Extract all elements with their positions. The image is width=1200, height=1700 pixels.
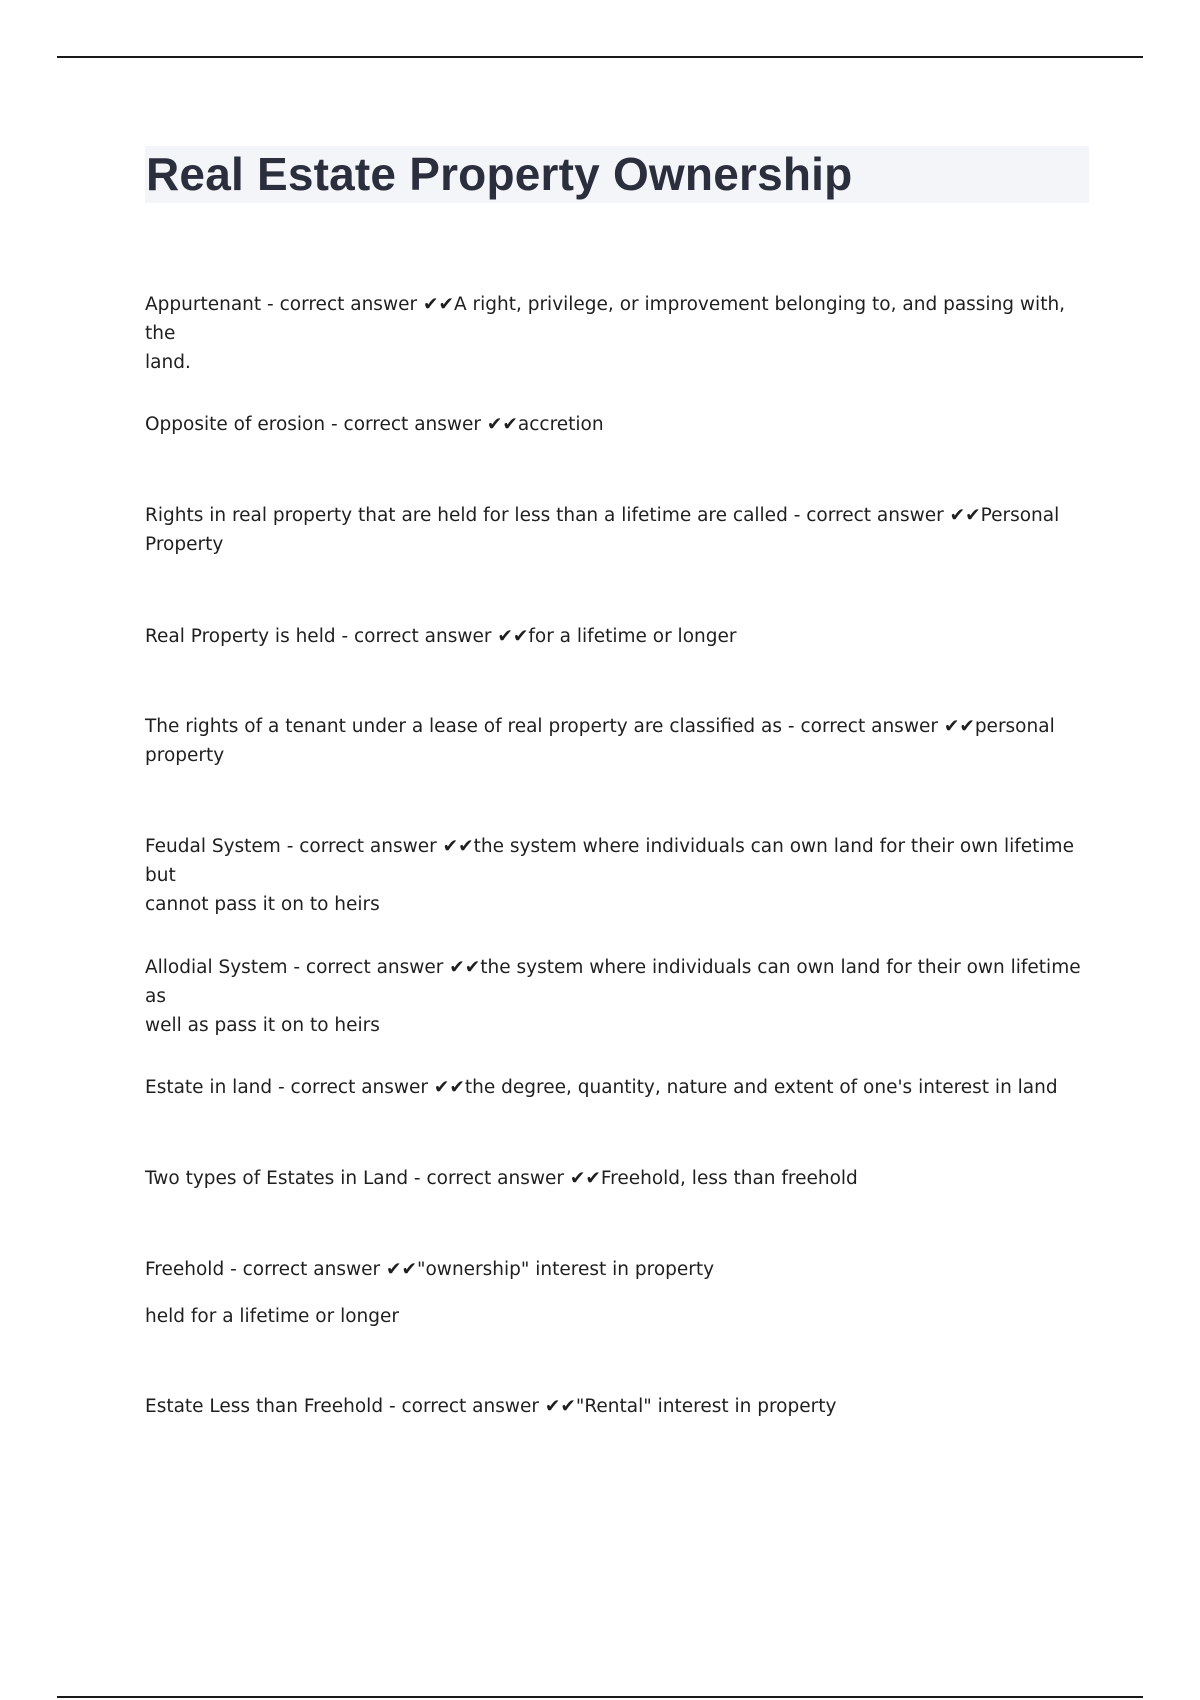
qa-text-continued: cannot pass it on to heirs bbox=[145, 894, 380, 915]
qa-text: Opposite of erosion - correct answer ✔✔accretion bbox=[145, 414, 604, 435]
document-title: Real Estate Property Ownership bbox=[146, 148, 853, 200]
qa-entry-less-than-freehold bbox=[145, 1392, 1095, 1421]
qa-entry-real-property-held bbox=[145, 622, 1095, 651]
qa-text: Estate in land - correct answer ✔✔the degree, quantity, nature and extent of one's interest in land bbox=[145, 1077, 1058, 1098]
qa-text-continued: property bbox=[145, 745, 225, 766]
qa-text: Appurtenant - correct answer ✔✔A right, privilege, or improvement belonging to, and passing with, the bbox=[145, 294, 1066, 344]
qa-text: Two types of Estates in Land - correct answer ✔✔Freehold, less than freehold bbox=[145, 1168, 858, 1189]
qa-text: Freehold - correct answer ✔✔"ownership" interest in property bbox=[145, 1259, 715, 1280]
qa-text: Rights in real property that are held for less than a lifetime are called - correct answer ✔✔Personal bbox=[145, 505, 1060, 526]
qa-text-continued: Property bbox=[145, 534, 224, 555]
qa-text-continued: land. bbox=[145, 352, 191, 373]
qa-entry-freehold bbox=[145, 1255, 1095, 1331]
qa-entry-erosion bbox=[145, 410, 1095, 439]
top-rule bbox=[57, 56, 1143, 58]
qa-text: Estate Less than Freehold - correct answer ✔✔"Rental" interest in property bbox=[145, 1396, 837, 1417]
bottom-rule bbox=[57, 1696, 1143, 1698]
qa-text: Feudal System - correct answer ✔✔the system where individuals can own land for their own lifetime but bbox=[145, 836, 1074, 886]
qa-text-additional: held for a lifetime or longer bbox=[145, 1306, 399, 1327]
qa-entry-feudal-system bbox=[145, 832, 1095, 919]
qa-text: Allodial System - correct answer ✔✔the system where individuals can own land for their own lifetime as bbox=[145, 957, 1081, 1007]
qa-entry-estate-in-land bbox=[145, 1073, 1095, 1102]
qa-entry-tenant-rights bbox=[145, 712, 1095, 770]
qa-text: The rights of a tenant under a lease of real property are classified as - correct answer ✔✔personal bbox=[145, 716, 1055, 737]
qa-text-continued: well as pass it on to heirs bbox=[145, 1015, 380, 1036]
qa-text: Real Property is held - correct answer ✔✔for a lifetime or longer bbox=[145, 626, 737, 647]
qa-entry-appurtenant bbox=[145, 290, 1095, 377]
qa-entry-allodial-system bbox=[145, 953, 1095, 1040]
qa-entry-less-than-lifetime bbox=[145, 501, 1095, 559]
qa-entry-two-types-estates bbox=[145, 1164, 1095, 1193]
